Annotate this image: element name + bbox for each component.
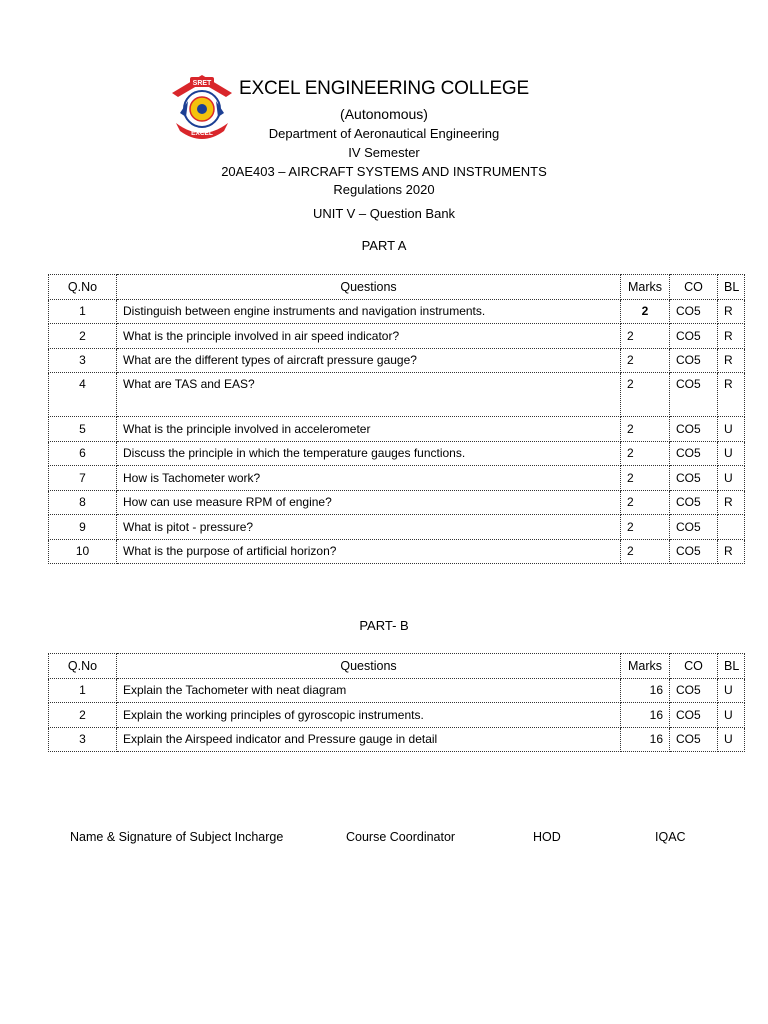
col-questions-header: Questions — [117, 275, 621, 300]
table-row — [49, 678, 745, 703]
table-row — [49, 441, 745, 466]
question-text: Discuss the principle in which the temperature gauges functions. — [117, 441, 621, 466]
question-bl: R — [718, 324, 745, 349]
question-marks: 2 — [621, 299, 670, 324]
question-text: What is the principle involved in accelerometer — [117, 417, 621, 442]
college-name: EXCEL ENGINEERING COLLEGE — [239, 78, 529, 99]
question-marks: 2 — [621, 417, 670, 442]
question-number: 3 — [49, 727, 117, 752]
table-row — [49, 417, 745, 442]
col-bl-header: BL — [718, 275, 745, 300]
hod-signature: HOD — [533, 830, 561, 844]
question-text: What is the principle involved in air speed indicator? — [117, 324, 621, 349]
svg-text:EXCEL: EXCEL — [191, 130, 213, 137]
table-row — [49, 466, 745, 491]
question-marks: 2 — [621, 324, 670, 349]
question-number: 2 — [49, 703, 117, 728]
question-text: How is Tachometer work? — [117, 466, 621, 491]
question-marks: 2 — [621, 466, 670, 491]
subject-incharge-signature: Name & Signature of Subject Incharge — [70, 830, 284, 844]
table-row — [49, 703, 745, 728]
question-marks: 2 — [621, 441, 670, 466]
question-number: 6 — [49, 441, 117, 466]
table-header-row — [49, 654, 745, 679]
col-marks-header: Marks — [621, 275, 670, 300]
table-row — [49, 727, 745, 752]
question-number: 8 — [49, 490, 117, 515]
svg-text:SRET: SRET — [192, 80, 212, 87]
part-b-title: PART- B — [359, 618, 409, 633]
question-co: CO5 — [670, 299, 718, 324]
question-bl: R — [718, 299, 745, 324]
table-row — [49, 299, 745, 324]
question-number: 1 — [49, 299, 117, 324]
col-questions-header: Questions — [117, 654, 621, 679]
question-bl — [718, 515, 745, 540]
semester-label: IV Semester — [348, 145, 420, 160]
question-co: CO5 — [670, 515, 718, 540]
question-co: CO5 — [670, 348, 718, 373]
col-marks-header: Marks — [621, 654, 670, 679]
question-marks: 16 — [621, 678, 670, 703]
autonomous-label: (Autonomous) — [340, 106, 428, 122]
question-number: 9 — [49, 515, 117, 540]
part-b-table — [48, 653, 745, 752]
question-text: Explain the working principles of gyroscopic instruments. — [117, 703, 621, 728]
question-co: CO5 — [670, 417, 718, 442]
question-co: CO5 — [670, 324, 718, 349]
course-title: 20AE403 – AIRCRAFT SYSTEMS AND INSTRUMENTS — [221, 164, 547, 179]
part-a-table — [48, 274, 745, 564]
course-coordinator-signature: Course Coordinator — [346, 830, 456, 844]
question-number: 2 — [49, 324, 117, 349]
table-row — [49, 373, 745, 417]
question-co: CO5 — [670, 703, 718, 728]
question-text: Explain the Tachometer with neat diagram — [117, 678, 621, 703]
question-bl: R — [718, 348, 745, 373]
col-qno-header: Q.No — [49, 654, 117, 679]
question-number: 5 — [49, 417, 117, 442]
col-qno-header: Q.No — [49, 275, 117, 300]
question-marks: 2 — [621, 539, 670, 564]
question-bl: R — [718, 373, 745, 417]
question-bl: R — [718, 539, 745, 564]
question-text: What are TAS and EAS? — [117, 373, 621, 417]
iqac-signature: IQAC — [655, 830, 686, 844]
question-co: CO5 — [670, 466, 718, 491]
col-co-header: CO — [670, 654, 718, 679]
table-row — [49, 515, 745, 540]
question-text: Distinguish between engine instruments and navigation instruments. — [117, 299, 621, 324]
question-bl: U — [718, 678, 745, 703]
question-marks: 16 — [621, 703, 670, 728]
question-number: 1 — [49, 678, 117, 703]
table-row — [49, 490, 745, 515]
question-bl: U — [718, 417, 745, 442]
unit-title: UNIT V – Question Bank — [312, 206, 456, 221]
question-co: CO5 — [670, 441, 718, 466]
question-number: 10 — [49, 539, 117, 564]
question-text: Explain the Airspeed indicator and Pressure gauge in detail — [117, 727, 621, 752]
question-bl: U — [718, 727, 745, 752]
col-bl-header: BL — [718, 654, 745, 679]
table-row — [49, 348, 745, 373]
table-header-row — [49, 275, 745, 300]
question-marks: 16 — [621, 727, 670, 752]
question-text: How can use measure RPM of engine? — [117, 490, 621, 515]
question-co: CO5 — [670, 727, 718, 752]
question-co: CO5 — [670, 678, 718, 703]
question-co: CO5 — [670, 373, 718, 417]
question-marks: 2 — [621, 515, 670, 540]
part-a-title: PART A — [361, 238, 407, 253]
department-label: Department of Aeronautical Engineering — [268, 126, 500, 141]
question-number: 7 — [49, 466, 117, 491]
table-row — [49, 539, 745, 564]
question-marks: 2 — [621, 348, 670, 373]
question-bl: R — [718, 490, 745, 515]
question-co: CO5 — [670, 539, 718, 564]
question-marks: 2 — [621, 490, 670, 515]
regulations-label: Regulations 2020 — [333, 182, 435, 197]
question-bl: U — [718, 441, 745, 466]
question-text: What is the purpose of artificial horizon? — [117, 539, 621, 564]
question-number: 3 — [49, 348, 117, 373]
table-row — [49, 324, 745, 349]
question-bl: U — [718, 703, 745, 728]
col-co-header: CO — [670, 275, 718, 300]
question-text: What is pitot - pressure? — [117, 515, 621, 540]
question-bl: U — [718, 466, 745, 491]
question-text: What are the different types of aircraft pressure gauge? — [117, 348, 621, 373]
question-number: 4 — [49, 373, 117, 417]
question-marks: 2 — [621, 373, 670, 417]
question-co: CO5 — [670, 490, 718, 515]
